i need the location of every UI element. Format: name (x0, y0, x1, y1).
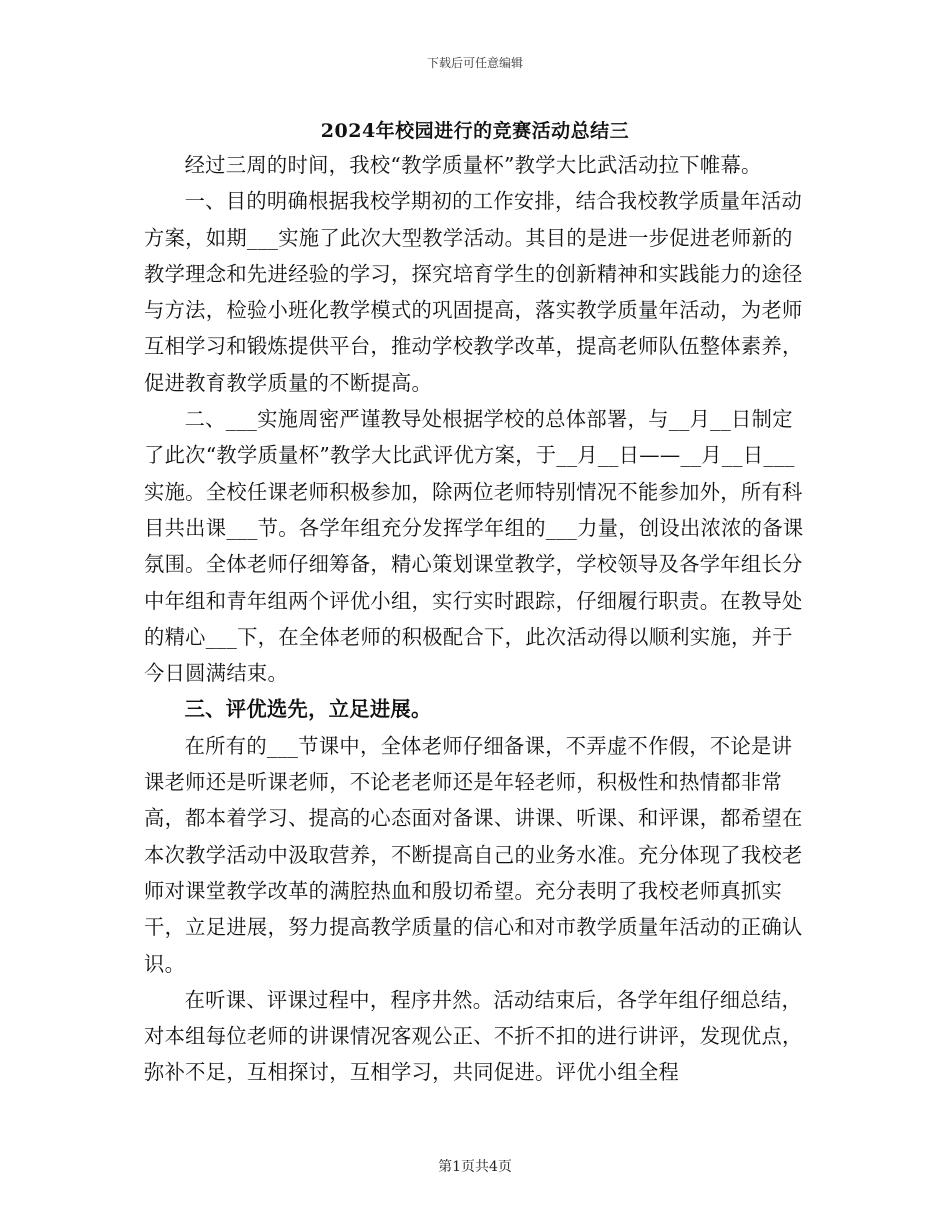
header-note: 下载后可任意编辑 (426, 56, 523, 70)
document-body (144, 147, 812, 1091)
intro-paragraph: 经过三周的时间，我校“教学质量杯”教学大比武活动拉下帷幕。 (184, 153, 762, 177)
section-one-paragraph: 一、目的明确根据我校学期初的工作安排，结合我校教学质量年活动方案，如期___实施了此次大型教学活动。其目的是进一步促进老师新的教学理念和先进经验的学习，探究培育学生的创新精神和实践能力的途径与方法，检验小班化教学模式的巩固提高，落实教学质量年活动，为老师互相学习和锻炼提供平台，推动学校教学改革，提高老师队伍整体素养，促进教育教学质量的不断提高。 (144, 189, 803, 395)
page-number-footer: 第1页共4页 (438, 1159, 512, 1175)
section-three-paragraph: 在所有的___节课中，全体老师仔细备课，不弄虚不作假，不论是讲课老师还是听课老师，不论老老师还是年轻老师，积极性和热情都非常高，都本着学习、提高的心态面对备课、讲课、听课、和评课，都希望在本次教学活动中汲取营养，不断提高自己的业务水准。充分体现了我校老师对课堂教学改革的满腔热血和殷切希望。充分表明了我校老师真抓实干，立足进展，努力提高教学质量的信心和对市教学质量年活动的正确认识。 (144, 733, 803, 976)
document-title: 2024年校园进行的竞赛活动总结三 (320, 120, 630, 142)
section-three-heading: 三、评优选先，立足进展。 (184, 697, 432, 722)
section-two-paragraph: 二、___实施周密严谨教导处根据学校的总体部署，与__月__日制定了此次“教学质量杯”教学大比武评优方案，于__月__日——__月__日___实施。全校任课老师积极参加，除两位老师特别情况不能参加外，所有科目共出课___节。各学年组充分发挥学年组的___力量，创设出浓浓的备课氛围。全体老师仔细筹备，精心策划课堂教学，学校领导及各学年组长分中年组和青年组两个评优小组，实行实时跟踪，仔细履行职责。在教导处的精心___下，在全体老师的积极配合下，此次活动得以顺利实施，并于今日圆满结束。 (144, 407, 804, 686)
review-process-paragraph: 在听课、评课过程中，程序井然。活动结束后，各学年组仔细总结，对本组每位老师的讲课情况客观公正、不折不扣的进行讲评，发现优点，弥补不足，互相探讨，互相学习，共同促进。评优小组全程 (144, 987, 803, 1085)
